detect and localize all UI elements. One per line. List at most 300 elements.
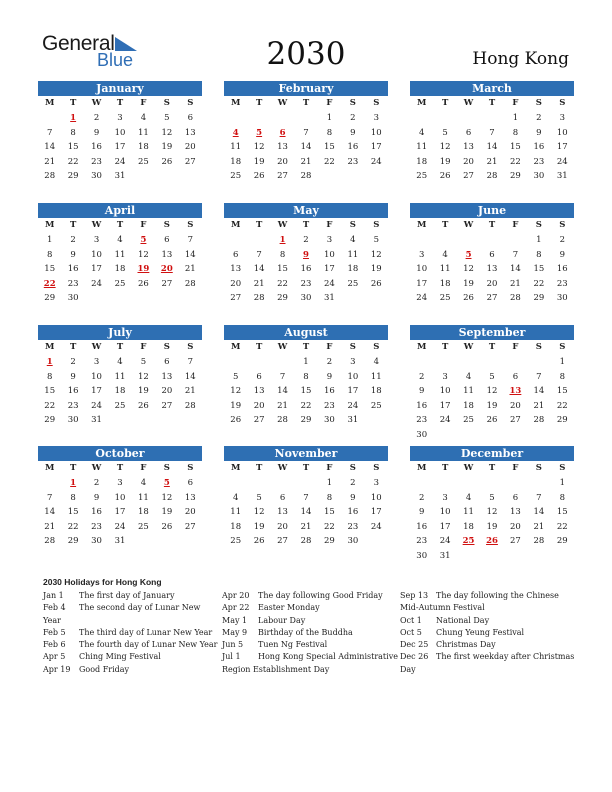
weekday-header: S <box>373 342 380 352</box>
month-october <box>38 446 202 549</box>
day-cell: 27 <box>161 400 173 411</box>
weekday-header: W <box>277 220 288 230</box>
day-cell: 10 <box>439 386 451 397</box>
weekday-header: S <box>163 220 170 230</box>
day-cell: 30 <box>67 293 79 304</box>
day-cell: 7 <box>187 357 193 367</box>
day-cell: 22 <box>67 521 79 532</box>
day-cell: 26 <box>161 521 173 532</box>
weekday-header: W <box>463 98 474 108</box>
day-cell: 21 <box>253 278 265 289</box>
weekday-header: W <box>277 463 288 473</box>
day-cell: 26 <box>486 415 498 426</box>
weekday-header: S <box>559 342 566 352</box>
day-cell: 20 <box>486 278 498 289</box>
day-cell: 3 <box>350 357 356 367</box>
weekday-header: S <box>349 98 356 108</box>
day-cell: 13 <box>463 142 474 153</box>
day-cell: 22 <box>324 156 335 167</box>
day-cell: 12 <box>486 507 498 518</box>
day-cell: 10 <box>91 371 102 382</box>
empty-day-cell <box>433 111 456 126</box>
day-cell: 20 <box>510 400 521 411</box>
empty-day-cell <box>433 233 456 248</box>
day-cell: 10 <box>114 492 126 503</box>
day-cell: 9 <box>70 249 76 260</box>
weekday-header: S <box>373 98 380 108</box>
day-cell: 7 <box>256 249 262 260</box>
holiday-day-cell: 5 <box>256 127 263 138</box>
day-cell: 27 <box>230 293 242 304</box>
day-cell: 10 <box>91 249 102 260</box>
holiday-date: Sep 13 <box>400 591 429 600</box>
day-cell: 4 <box>442 249 448 260</box>
day-cell: 21 <box>277 400 288 411</box>
holiday-day-cell: 13 <box>509 386 522 397</box>
month-september <box>410 325 574 443</box>
weekday-header: M <box>417 98 427 108</box>
day-cell: 28 <box>44 536 56 547</box>
day-cell: 14 <box>510 264 521 275</box>
day-cell: 11 <box>463 507 474 518</box>
day-cell: 25 <box>114 278 126 289</box>
day-cell: 30 <box>67 415 79 426</box>
day-cell: 20 <box>161 386 173 397</box>
day-cell: 9 <box>93 492 100 503</box>
day-cell: 17 <box>114 142 126 153</box>
weekday-header: T <box>441 463 449 473</box>
day-cell: 7 <box>47 492 53 503</box>
weekday-header: M <box>231 98 241 108</box>
holiday-item <box>222 651 398 663</box>
empty-day-cell <box>480 476 503 491</box>
day-cell: 11 <box>138 127 149 138</box>
day-cell: 1 <box>326 478 333 488</box>
day-cell: 3 <box>326 235 333 245</box>
weekday-header: T <box>302 220 310 230</box>
day-cell: 14 <box>533 386 545 397</box>
day-cell: 7 <box>536 492 542 503</box>
day-cell: 1 <box>559 478 565 488</box>
day-cell: 30 <box>347 536 359 547</box>
day-cell: 9 <box>70 371 76 382</box>
weekday-header: S <box>349 342 356 352</box>
day-cell: 3 <box>93 357 100 367</box>
holiday-item <box>222 639 398 651</box>
day-cell: 28 <box>184 278 196 289</box>
day-cell: 25 <box>416 171 428 182</box>
day-cell: 25 <box>230 171 242 182</box>
weekday-header: T <box>116 342 124 352</box>
holiday-date: Jul 1 <box>222 652 241 662</box>
day-cell: 29 <box>44 293 56 304</box>
empty-day-cell <box>271 355 294 370</box>
day-cell: 23 <box>533 156 545 167</box>
day-cell: 29 <box>324 536 335 547</box>
holiday-column <box>43 590 219 676</box>
day-cell: 16 <box>347 507 359 518</box>
weekday-header: S <box>187 98 194 108</box>
weekday-header: T <box>69 98 77 108</box>
day-cell: 30 <box>416 550 428 561</box>
day-cell: 12 <box>253 142 265 153</box>
weekday-header: T <box>488 220 496 230</box>
day-cell: 29 <box>44 415 56 426</box>
day-cell: 6 <box>465 127 472 138</box>
weekday-header: S <box>373 220 380 230</box>
holiday-item <box>43 590 219 602</box>
day-cell: 16 <box>416 400 428 411</box>
day-cell: 3 <box>559 113 565 123</box>
day-cell: 2 <box>350 478 356 488</box>
empty-day-cell <box>38 476 61 491</box>
weekday-header: W <box>463 463 474 473</box>
weekday-header: S <box>163 98 170 108</box>
holiday-date: Apr 19 <box>43 664 71 674</box>
day-cell: 28 <box>44 171 56 182</box>
holiday-name: Good Friday <box>79 664 130 674</box>
day-cell: 16 <box>324 386 335 397</box>
holiday-item <box>400 639 576 651</box>
day-cell: 27 <box>463 171 474 182</box>
month-july <box>38 325 202 428</box>
month-days-grid <box>38 461 202 549</box>
month-header: July <box>38 325 202 340</box>
weekday-header: F <box>140 98 147 108</box>
day-cell: 2 <box>350 113 356 123</box>
day-cell: 5 <box>442 127 448 138</box>
day-cell: 1 <box>47 235 53 245</box>
day-cell: 11 <box>463 386 474 397</box>
weekday-header: F <box>140 220 147 230</box>
month-header: March <box>410 81 574 96</box>
day-cell: 11 <box>230 507 242 518</box>
empty-day-cell <box>224 476 247 491</box>
weekday-header: F <box>326 98 333 108</box>
day-cell: 26 <box>253 171 265 182</box>
month-header: November <box>224 446 388 461</box>
empty-day-cell <box>457 355 480 370</box>
empty-day-cell <box>247 233 270 248</box>
day-cell: 15 <box>556 386 568 397</box>
day-cell: 5 <box>373 235 379 245</box>
empty-day-cell <box>410 233 433 248</box>
day-cell: 13 <box>253 386 265 397</box>
day-cell: 24 <box>347 400 359 411</box>
day-cell: 19 <box>138 386 149 397</box>
day-cell: 21 <box>300 521 312 532</box>
weekday-header: F <box>512 98 519 108</box>
day-cell: 22 <box>300 400 312 411</box>
day-cell: 8 <box>47 371 53 382</box>
empty-day-cell <box>504 476 527 491</box>
day-cell: 20 <box>510 521 521 532</box>
day-cell: 2 <box>419 371 425 382</box>
weekday-header: T <box>488 98 496 108</box>
weekday-header: S <box>535 98 542 108</box>
day-cell: 24 <box>370 156 382 167</box>
day-cell: 8 <box>70 492 76 503</box>
day-cell: 13 <box>184 492 196 503</box>
holiday-name: National Day <box>436 615 490 625</box>
holiday-name: The day following Good Friday <box>258 591 383 600</box>
empty-day-cell <box>247 111 270 126</box>
day-cell: 27 <box>184 156 196 167</box>
day-cell: 15 <box>533 264 545 275</box>
day-cell: 21 <box>533 400 545 411</box>
weekday-header: S <box>187 342 194 352</box>
day-cell: 28 <box>533 415 545 426</box>
empty-day-cell <box>480 355 503 370</box>
day-cell: 6 <box>187 478 193 488</box>
weekday-header: W <box>91 220 102 230</box>
day-cell: 29 <box>67 171 79 182</box>
day-cell: 17 <box>347 386 359 397</box>
holiday-date: Jun 5 <box>222 640 244 650</box>
holiday-day-cell: 5 <box>465 249 472 260</box>
day-cell: 13 <box>486 264 498 275</box>
holiday-date: Apr 20 <box>222 591 250 600</box>
day-cell: 26 <box>370 278 382 289</box>
day-cell: 31 <box>114 536 126 547</box>
empty-day-cell <box>294 476 317 491</box>
day-cell: 20 <box>184 142 196 153</box>
day-cell: 12 <box>138 371 149 382</box>
day-cell: 4 <box>465 371 472 382</box>
weekday-header: S <box>349 463 356 473</box>
day-cell: 10 <box>114 127 126 138</box>
day-cell: 25 <box>439 293 451 304</box>
holiday-name: Christmas Day <box>436 640 496 650</box>
day-cell: 23 <box>91 156 102 167</box>
day-cell: 6 <box>279 492 286 503</box>
day-cell: 8 <box>70 127 76 138</box>
day-cell: 18 <box>138 142 149 153</box>
day-cell: 4 <box>140 478 147 488</box>
day-cell: 28 <box>533 536 545 547</box>
weekday-header: T <box>69 463 77 473</box>
weekday-header: S <box>163 463 170 473</box>
month-april <box>38 203 202 306</box>
day-cell: 24 <box>91 400 102 411</box>
day-cell: 19 <box>486 521 498 532</box>
month-header: December <box>410 446 574 461</box>
day-cell: 8 <box>326 127 333 138</box>
day-cell: 16 <box>91 142 102 153</box>
day-cell: 27 <box>277 171 288 182</box>
day-cell: 8 <box>559 371 565 382</box>
day-cell: 5 <box>164 113 170 123</box>
empty-day-cell <box>410 476 433 491</box>
weekday-header: W <box>91 98 102 108</box>
empty-day-cell <box>410 111 433 126</box>
day-cell: 30 <box>533 171 545 182</box>
day-cell: 17 <box>91 386 102 397</box>
day-cell: 13 <box>277 142 288 153</box>
day-cell: 31 <box>324 293 335 304</box>
day-cell: 26 <box>138 278 149 289</box>
day-cell: 2 <box>70 235 76 245</box>
day-cell: 19 <box>161 142 173 153</box>
day-cell: 11 <box>439 264 451 275</box>
holiday-date: Apr 5 <box>43 652 66 662</box>
holiday-item <box>400 615 576 627</box>
day-cell: 14 <box>300 142 312 153</box>
day-cell: 29 <box>300 415 312 426</box>
day-cell: 1 <box>559 357 565 367</box>
day-cell: 26 <box>253 536 265 547</box>
holiday-name-continued: Region Establishment Day <box>222 664 330 674</box>
month-header: May <box>224 203 388 218</box>
day-cell: 15 <box>510 142 521 153</box>
weekday-header: S <box>559 98 566 108</box>
weekday-header: T <box>69 220 77 230</box>
empty-day-cell <box>224 233 247 248</box>
day-cell: 17 <box>556 142 568 153</box>
day-cell: 15 <box>300 386 312 397</box>
holiday-day-cell: 1 <box>46 357 53 367</box>
day-cell: 27 <box>161 278 173 289</box>
holiday-item <box>400 651 576 663</box>
holiday-item <box>400 627 576 639</box>
day-cell: 26 <box>439 171 451 182</box>
day-cell: 16 <box>67 264 79 275</box>
day-cell: 24 <box>439 415 451 426</box>
weekday-header: F <box>512 463 519 473</box>
day-cell: 19 <box>463 278 474 289</box>
day-cell: 18 <box>230 521 242 532</box>
holiday-day-cell: 22 <box>43 278 56 289</box>
day-cell: 29 <box>67 536 79 547</box>
day-cell: 21 <box>44 156 56 167</box>
weekday-header: M <box>417 220 427 230</box>
day-cell: 13 <box>510 507 521 518</box>
day-cell: 31 <box>439 550 451 561</box>
day-cell: 20 <box>230 278 242 289</box>
day-cell: 27 <box>277 536 288 547</box>
day-cell: 22 <box>510 156 521 167</box>
day-cell: 4 <box>373 357 379 367</box>
month-days-grid <box>410 461 574 564</box>
day-cell: 7 <box>303 492 309 503</box>
day-cell: 25 <box>138 156 149 167</box>
day-cell: 6 <box>489 249 495 260</box>
day-cell: 2 <box>303 235 309 245</box>
day-cell: 5 <box>489 371 495 382</box>
empty-day-cell <box>271 476 294 491</box>
day-cell: 16 <box>67 386 79 397</box>
day-cell: 6 <box>256 371 262 382</box>
day-cell: 8 <box>303 371 309 382</box>
holiday-item <box>222 627 398 639</box>
day-cell: 22 <box>324 521 335 532</box>
holiday-day-cell: 1 <box>70 113 77 123</box>
day-cell: 23 <box>67 278 79 289</box>
holiday-day-cell: 26 <box>486 536 498 547</box>
day-cell: 11 <box>370 371 382 382</box>
holiday-date: Apr 22 <box>222 603 250 613</box>
day-cell: 23 <box>556 278 568 289</box>
day-cell: 7 <box>187 235 193 245</box>
day-cell: 27 <box>184 521 196 532</box>
day-cell: 8 <box>512 127 519 138</box>
day-cell: 2 <box>559 235 565 245</box>
day-cell: 17 <box>114 507 126 518</box>
empty-day-cell <box>457 233 480 248</box>
day-cell: 19 <box>253 156 265 167</box>
weekday-header: S <box>187 220 194 230</box>
day-cell: 14 <box>533 507 545 518</box>
day-cell: 16 <box>300 264 312 275</box>
day-cell: 22 <box>44 400 56 411</box>
day-cell: 27 <box>510 415 521 426</box>
day-cell: 23 <box>300 278 312 289</box>
weekday-header: T <box>116 220 124 230</box>
day-cell: 3 <box>442 371 448 382</box>
holiday-item <box>222 602 398 614</box>
holiday-day-cell: 1 <box>279 235 286 245</box>
day-cell: 25 <box>138 521 149 532</box>
day-cell: 17 <box>324 264 335 275</box>
month-days-grid <box>38 218 202 306</box>
weekday-header: S <box>535 220 542 230</box>
day-cell: 12 <box>161 492 173 503</box>
weekday-header: M <box>45 463 55 473</box>
month-header: February <box>224 81 388 96</box>
day-cell: 13 <box>230 264 242 275</box>
day-cell: 27 <box>486 293 498 304</box>
empty-day-cell <box>433 476 456 491</box>
weekday-header: F <box>326 463 333 473</box>
day-cell: 3 <box>93 235 100 245</box>
holiday-day-cell: 6 <box>279 127 286 138</box>
day-cell: 2 <box>536 113 542 123</box>
weekday-header: M <box>45 220 55 230</box>
weekday-header: M <box>417 342 427 352</box>
day-cell: 28 <box>184 400 196 411</box>
day-cell: 1 <box>536 235 542 245</box>
day-cell: 1 <box>303 357 309 367</box>
holiday-item <box>43 627 219 639</box>
day-cell: 2 <box>419 492 425 503</box>
day-cell: 27 <box>510 536 521 547</box>
day-cell: 7 <box>47 127 53 138</box>
month-days-grid <box>410 96 574 184</box>
day-cell: 14 <box>184 371 196 382</box>
day-cell: 16 <box>91 507 102 518</box>
day-cell: 2 <box>93 478 100 488</box>
day-cell: 30 <box>300 293 312 304</box>
day-cell: 31 <box>556 171 568 182</box>
day-cell: 11 <box>230 142 242 153</box>
day-cell: 6 <box>164 357 170 367</box>
month-june <box>410 203 574 306</box>
day-cell: 21 <box>533 521 545 532</box>
day-cell: 4 <box>419 127 425 138</box>
day-cell: 25 <box>114 400 126 411</box>
empty-day-cell <box>247 355 270 370</box>
weekday-header: F <box>326 342 333 352</box>
day-cell: 7 <box>536 371 542 382</box>
day-cell: 13 <box>161 249 173 260</box>
day-cell: 8 <box>559 492 565 503</box>
day-cell: 9 <box>559 249 565 260</box>
day-cell: 14 <box>44 142 56 153</box>
day-cell: 24 <box>91 278 102 289</box>
holiday-name: The fourth day of Lunar New Year <box>79 640 218 650</box>
day-cell: 20 <box>277 156 288 167</box>
day-cell: 3 <box>373 478 379 488</box>
